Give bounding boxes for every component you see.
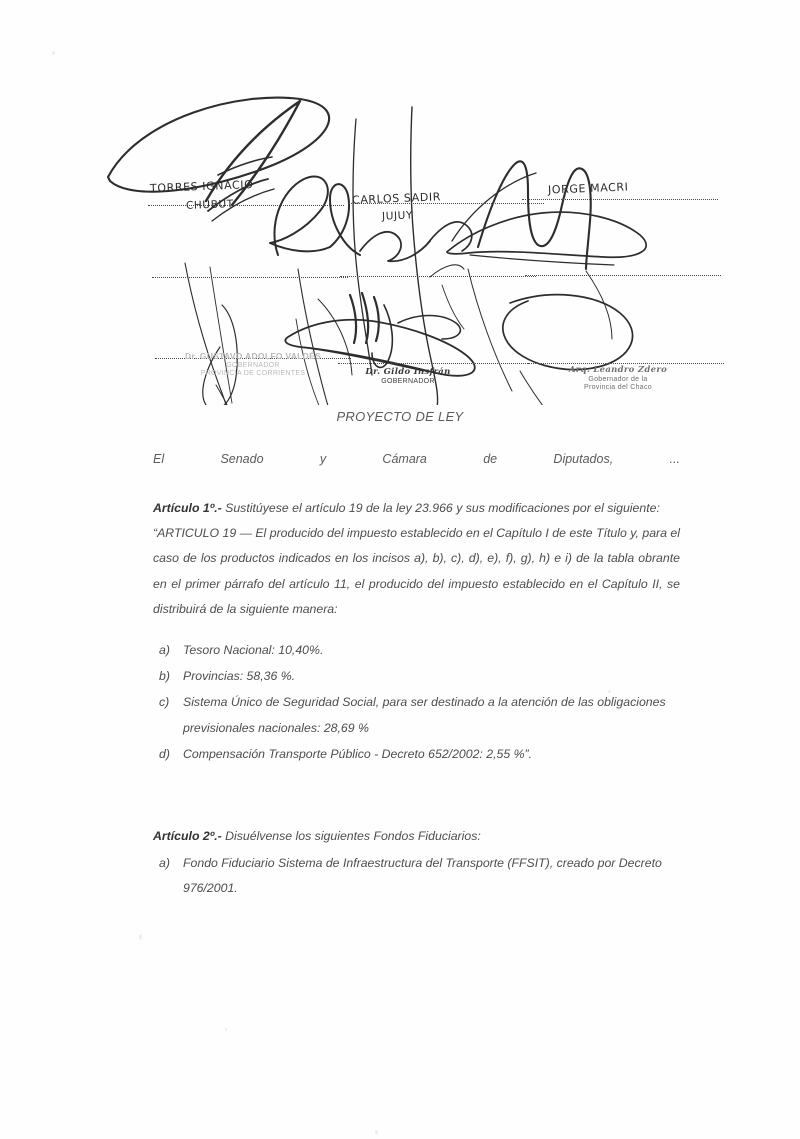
- article-2-heading-rest: Disuélvense los siguientes Fondos Fiduciarios:: [221, 829, 481, 844]
- article-2-label: Artículo 2º.-: [153, 829, 222, 844]
- list-marker: a): [159, 856, 170, 871]
- stamp-insfran: [318, 368, 498, 386]
- signature-cell-6-top: [525, 275, 721, 276]
- sanction-word-1: Senado: [220, 452, 264, 466]
- handwritten-province-1: CHUBUT: [185, 198, 235, 212]
- signature-line: [338, 363, 534, 364]
- article-1-items: [153, 638, 680, 767]
- handwritten-province-2: JUJUY: [381, 209, 414, 223]
- list-marker: b): [159, 669, 170, 684]
- signature-line: [525, 275, 721, 276]
- list-item: [153, 742, 680, 767]
- article-1-heading: [153, 496, 680, 521]
- list-item: [153, 664, 680, 689]
- list-text: Compensación Transporte Público - Decreto 652/2002: 2,55 %”.: [183, 746, 533, 761]
- list-item: [153, 638, 680, 663]
- signature-line: [152, 277, 348, 278]
- sanction-word-4: de: [483, 452, 498, 466]
- sanction-word-0: El: [153, 452, 165, 466]
- stamp-zdero: [528, 366, 708, 392]
- handwritten-name-1: TORRES IGNACIO: [149, 178, 254, 195]
- signature-cell-3: [522, 199, 718, 200]
- signature-line: [522, 199, 718, 200]
- list-text: Tesoro Nacional: 10,40%.: [183, 643, 324, 658]
- stamp-province: PROVINCIA DE CORRIENTES: [200, 369, 306, 377]
- document-body: [153, 452, 680, 903]
- sanction-word-3: Cámara: [382, 452, 427, 466]
- sanction-word-6: ...: [669, 452, 680, 466]
- signature-cell-5-top: [340, 276, 536, 277]
- article-2-items: [153, 851, 680, 901]
- stamp-role: GOBERNADOR: [381, 377, 435, 385]
- scan-speck: [139, 934, 142, 940]
- scan-speck: [225, 1028, 227, 1031]
- article-1-label: Artículo 1º.-: [153, 501, 222, 515]
- stamp-province: Provincia del Chaco: [584, 383, 652, 391]
- page-title: PROYECTO DE LEY: [336, 409, 464, 424]
- list-text: Provincias: 58,36 %.: [183, 669, 296, 684]
- signature-ink-strokes: [0, 55, 800, 405]
- list-marker: d): [159, 746, 170, 761]
- signature-cell-4-top: [152, 277, 348, 278]
- section-spacer: [153, 768, 680, 798]
- scan-speck: [52, 51, 55, 55]
- handwritten-name-2: CARLOS SADIR: [351, 190, 442, 207]
- handwritten-name-3: JORGE MACRI: [547, 180, 629, 197]
- signature-cell-5: [338, 363, 534, 364]
- list-text: Sistema Único de Seguridad Social, para ser destinado a la atención de las obligaciones previsionales nacionales: 28,69 %: [183, 695, 666, 735]
- stamp-name: Dr. GUSTAVO ADOLFO VALDÉS: [184, 351, 322, 361]
- stamp-role: Gobernador de la: [588, 375, 648, 383]
- signature-line: [340, 276, 536, 277]
- scan-speck: [608, 690, 611, 693]
- article-1-heading-rest: Sustitúyese el artículo 19 de la ley 23.966 y sus modificaciones por el siguiente:: [221, 501, 660, 515]
- signature-line: [148, 205, 344, 206]
- sanction-word-5: Diputados,: [553, 452, 614, 466]
- stamp-role: GOBERNADOR: [226, 361, 280, 369]
- signature-cell-6: [528, 363, 724, 364]
- sanction-word-2: y: [319, 452, 327, 466]
- article-1-body: “ARTICULO 19 — El producido del impuesto establecido en el Capítulo I de este Título y, para el caso de los productos indicados en los incisos a), b), c), d), e), f), g), h) e i) de la tabla obrante en el primer párrafo del artículo 11, el producido del impuesto establecido en el Capítulo II, se distribuirá de la siguiente manera:: [153, 526, 680, 616]
- stamp-name: Arq. Leandro Zdero: [568, 365, 668, 375]
- sanction-line: [153, 452, 680, 466]
- list-item: [153, 851, 680, 901]
- signature-block: [0, 0, 800, 400]
- list-item: [153, 690, 680, 740]
- list-marker: c): [159, 695, 170, 710]
- signature-line: [528, 363, 724, 364]
- scan-speck: [375, 1130, 378, 1135]
- stamp-name: Dr. Gildo Insfrán: [365, 367, 451, 377]
- signature-cell-1: [148, 205, 344, 206]
- list-marker: a): [159, 643, 170, 658]
- article-2-heading: [153, 824, 680, 849]
- list-text: Fondo Fiduciario Sistema de Infraestructura del Transporte (FFSIT), creado por Decreto 976/2001.: [183, 856, 662, 896]
